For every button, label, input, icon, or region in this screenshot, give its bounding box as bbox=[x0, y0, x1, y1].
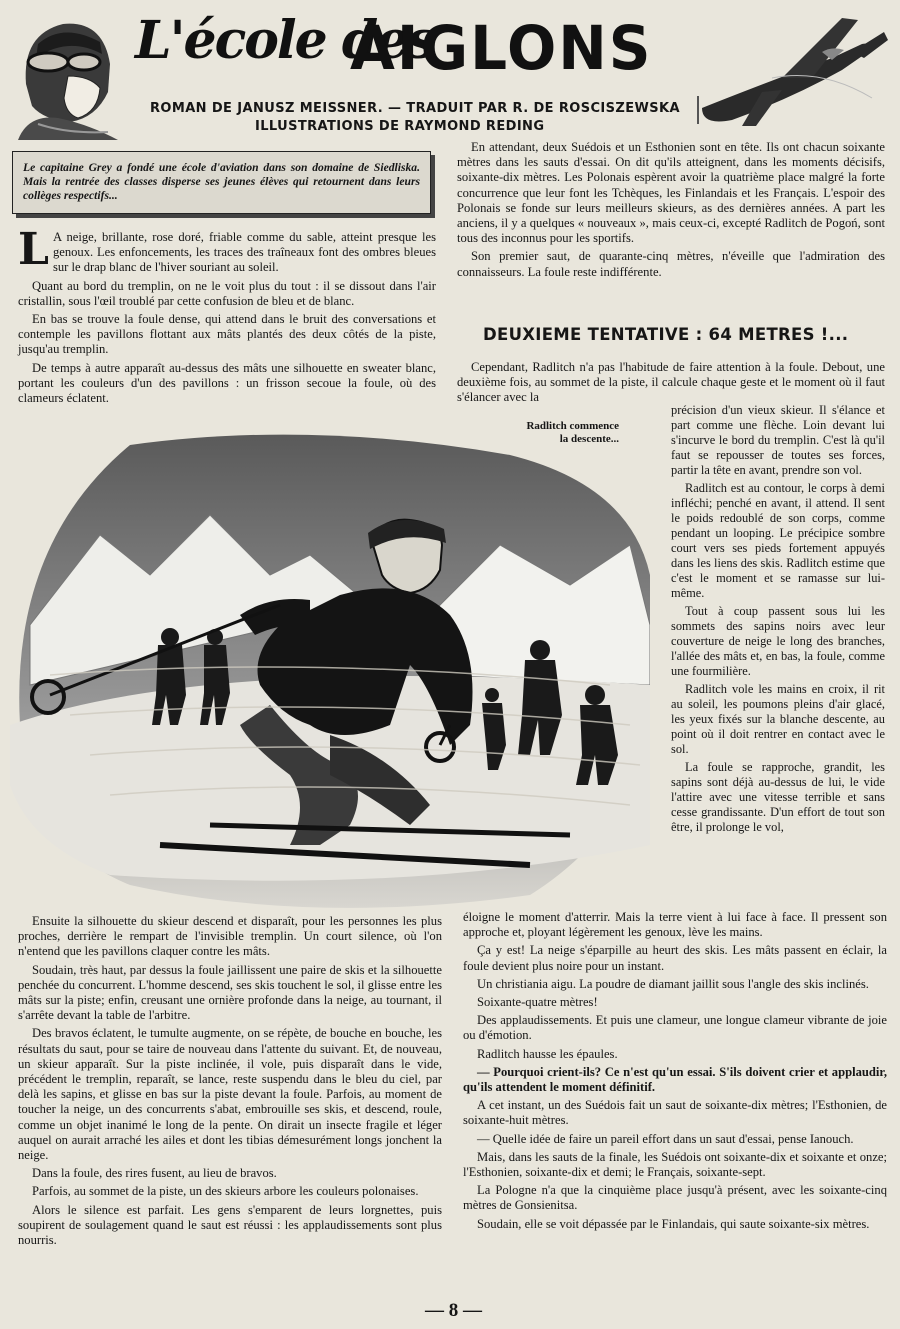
left-column-bottom bbox=[18, 914, 442, 1251]
paragraph: Parfois, au sommet de la piste, un des skieurs arbore les couleurs polonaises. bbox=[32, 1184, 419, 1199]
skier-illustration bbox=[10, 425, 650, 910]
right-column-narrow bbox=[671, 403, 885, 838]
paragraph: Ensuite la silhouette du skieur descend et disparaît, pour les personnes les plus proches, derrière le rempart de l'invisible tremplin. Un court silence, où l'on n'entend que les pavillons claquer contre les mâts. bbox=[18, 914, 442, 959]
right-column-intro bbox=[457, 360, 885, 409]
section-subheading: DEUXIEME TENTATIVE : 64 METRES !... bbox=[483, 325, 849, 344]
paragraph: Tout à coup passent sous lui les sommets des sapins noirs avec leur couverture de neige le long des branches, l'allée des mâts et, en bas, la foule, comme une fourmilière. bbox=[671, 604, 885, 678]
paragraph: Des applaudissements. Et puis une clameur, une longue clameur vibrante de joie ou d'émotion. bbox=[463, 1013, 887, 1043]
paragraph: La Pologne n'a que la cinquième place jusqu'à présent, avec les soixante-cinq mètres de Gonsienitsa. bbox=[463, 1183, 887, 1213]
summary-box: Le capitaine Grey a fondé une école d'aviation dans son domaine de Siedliska. Mais la rentrée des classes disperse ses jeunes élèves qui retournent dans leurs collèges respectifs... bbox=[12, 151, 431, 214]
paragraph: Quant au bord du tremplin, on ne le voit plus du tout : il se dissout dans l'air cristallin, sous l'œil troublé par cette confusion de bleu et de blanc. bbox=[18, 278, 436, 308]
left-column-top bbox=[18, 224, 436, 409]
right-column-bottom bbox=[463, 910, 887, 1235]
paragraph: De temps à autre apparaît au-dessus des mâts une silhouette en sweater blanc, portant les couleurs d'un des pavillons : un frisson secoue la foule, où des clameurs éclatent. bbox=[18, 360, 436, 406]
paragraph: Mais, dans les sauts de la finale, les Suédois ont soixante-dix et soixante et onze; l'Esthonien, soixante-dix et demi; le Français, soixante-sept. bbox=[463, 1149, 887, 1180]
paragraph: Ça y est! La neige s'éparpille au heurt des skis. Les mâts passent en éclair, la foule devient plus noire pour un instant. bbox=[463, 943, 887, 973]
illustration-caption: Radlitch commence la descente... bbox=[526, 420, 619, 445]
aviator-portrait-illustration bbox=[8, 14, 126, 140]
paragraph: Alors le silence est parfait. Les gens s'emparent de leurs lorgnettes, puis soupirent de soulagement quand le saut est réussi : les applaudissements sont plus nourris. bbox=[18, 1202, 442, 1248]
paragraph: Des bravos éclatent, le tumulte augmente, on se répète, de bouche en bouche, les résultats du saut, pour se taire de nouveau dans l'attente du suivant. Et, de nouveau, un skieur apparaît. Sur la piste inclinée, il vole, puis disparaît dans le vide, précédent le tremplin, reparaît, se lance, reste suspendu dans le bleu du ciel, par delà les sapins, et glisse en bas sur la piste devant la foule. Parfois, au moment de toucher la neige, un des concurrents s'abat, embrouille ses skis, et descend, roule, comme un objet inanimé le long de la pente. On dirait un insecte fragile et léger auquel on aurait arraché les ailes et dont les tibias démesurément longs jonchent la neige. bbox=[18, 1026, 442, 1163]
right-column-top bbox=[457, 140, 885, 283]
paragraph: Soudain, elle se voit dépassée par le Finlandais, qui saute soixante-six mètres. bbox=[477, 1216, 870, 1231]
paragraph: éloigne le moment d'atterrir. Mais la terre vient à lui face à face. Il pressent son approche et, ployant légèrement les genoux, lève les mains. bbox=[463, 910, 887, 940]
drop-cap: L bbox=[18, 224, 49, 275]
paragraph: Un christiania aigu. La poudre de diamant jaillit sous l'angle des skis inclinés. bbox=[477, 976, 869, 991]
paragraph: Cependant, Radlitch n'a pas l'habitude de faire attention à la foule. Debout, une deuxième fois, au sommet de la piste, il calcule chaque geste et le moment où il faut s'élancer avec la bbox=[457, 360, 885, 405]
paragraph: En bas se trouve la foule dense, qui attend dans le bruit des conversations et contemple les pavillons flottant aux mâts plantés des deux côtés de la piste, jusqu'au tremplin. bbox=[18, 312, 436, 357]
paragraph: Soudain, très haut, par dessus la foule jaillissent une paire de skis et la silhouette penchée du concurrent. L'homme descend, ses skis touchent le sol, il glisse entre les mâts sur la piste; enfin, creusant une ornière profonde dans la neige, au tournant, il s'arrête devant la table de l'arbitre. bbox=[18, 962, 442, 1023]
paragraph: En attendant, deux Suédois et un Esthonien sont en tête. Ils ont chacun soixante mètres dans les sauts d'essai. On dit qu'ils atteignent, dans les moments décisifs, soixante-dix mètres. Les Polonais espèrent avoir la quatrième place malgré la forte concurrence que leur font les Tchèques, les Finlandais et les Français. L'espoir des Polonais se fonde sur leurs meilleurs skieurs, as des dernières années. A part les anciens, il y a quelques « nouveaux », mais ceux-ci, excepté Radlitch de Pogoń, sont tous des inconnus pour les sportifs. bbox=[457, 140, 885, 246]
paragraph: Son premier saut, de quarante-cinq mètres, n'éveille que l'admiration des connaisseurs. La foule reste indifférente. bbox=[457, 249, 885, 279]
opening-paragraph bbox=[18, 224, 436, 276]
paragraph: Dans la foule, des rires fusent, au lieu de bravos. bbox=[32, 1166, 277, 1181]
page-number: — 8 — bbox=[425, 1300, 482, 1321]
paragraph: Soixante-quatre mètres! bbox=[477, 995, 598, 1010]
paragraph: précision d'un vieux skieur. Il s'élance et part comme une flèche. Loin devant lui s'incurve le bord du tremplin. C'est là qu'il faut se repousser de toutes ses forces, partir la tête en avant, prendre son vol. bbox=[671, 403, 885, 477]
paragraph: — Quelle idée de faire un pareil effort dans un saut d'essai, pense Ianouch. bbox=[477, 1131, 854, 1146]
paragraph: Radlitch hausse les épaules. bbox=[477, 1046, 618, 1061]
page-header bbox=[0, 0, 900, 140]
title-script: L'école des bbox=[135, 10, 435, 71]
paragraph: — Pourquoi crient-ils? Ce n'est qu'un essai. S'ils doivent crier et applaudir, qu'ils attendent le moment définitif. bbox=[463, 1064, 887, 1095]
paragraph: A cet instant, un des Suédois fait un saut de soixante-dix mètres; l'Esthonien, de soixante-huit mètres. bbox=[463, 1098, 887, 1128]
fighter-plane-illustration bbox=[672, 8, 894, 133]
opening-text: A neige, brillante, rose doré, friable comme du sable, atteint presque les genoux. Les enfoncements, les traces des traîneaux font des ombres bleues sur le drap blanc de l'hiver souriant au soleil. bbox=[52, 230, 436, 275]
paragraph: La foule se rapproche, grandit, les sapins sont déjà au-dessus de lui, le vide l'attire avec une vitesse terrible et sans cesse grandissante. D'un effort de tout son être, il prolonge le vol, bbox=[671, 760, 885, 834]
credits-illustrator: ILLUSTRATIONS DE RAYMOND REDING bbox=[255, 119, 545, 134]
credits-author-translator: ROMAN DE JANUSZ MEISSNER. — TRADUIT PAR R. DE ROSCISZEWSKA bbox=[150, 101, 680, 116]
title-block: AIGLONS bbox=[350, 12, 653, 84]
paragraph: Radlitch vole les mains en croix, il rit au soleil, les poumons pleins d'air glacé, les yeux fixés sur la blanche descente, au point où il doit rentrer en contact avec le sol. bbox=[671, 682, 885, 756]
paragraph: Radlitch est au contour, le corps à demi infléchi; penché en avant, il attend. Il sent le poids redoublé de son corps, comme pendant un looping. Le précipice sombre court vers ses pieds fortement appuyés dans les liens des skis. Radlitch estime que c'est le moment et se ramasse sur lui-même. bbox=[671, 481, 885, 600]
